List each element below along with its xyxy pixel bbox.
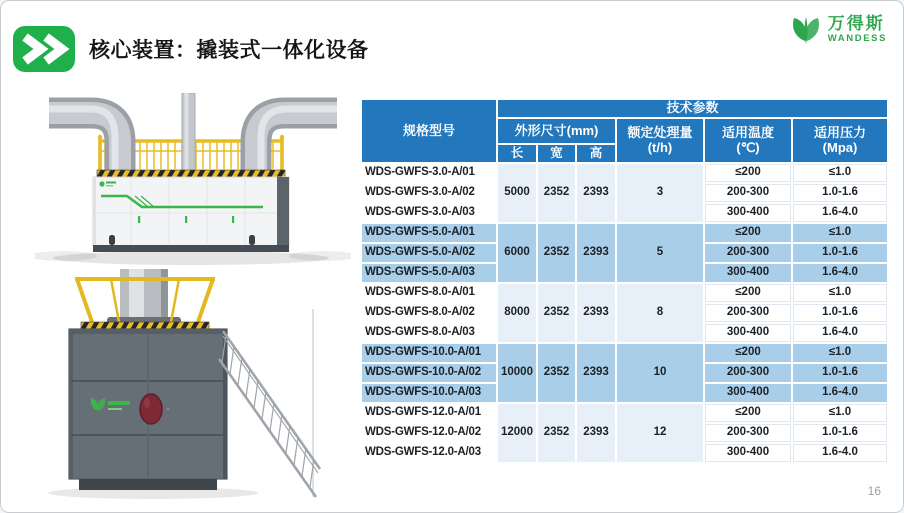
pressure-cell: 1.0-1.6 xyxy=(793,184,887,202)
equipment-image-top xyxy=(35,93,351,273)
temperature-cell: ≤200 xyxy=(705,284,791,302)
ground-shadow xyxy=(53,251,329,265)
col-header-dimensions: 外形尺寸(mm) xyxy=(498,119,615,143)
page-number: 16 xyxy=(867,484,881,498)
temperature-cell: 300-400 xyxy=(705,324,791,342)
pressure-cell: ≤1.0 xyxy=(793,404,887,422)
model-cell: WDS-GWFS-3.0-A/01 xyxy=(362,164,496,182)
hazard-stripe xyxy=(81,322,209,329)
col-header-temperature xyxy=(705,119,791,162)
temperature-cell: 200-300 xyxy=(705,364,791,382)
model-cell: WDS-GWFS-5.0-A/01 xyxy=(362,224,496,242)
model-cell: WDS-GWFS-3.0-A/03 xyxy=(362,204,496,222)
dimension-cell: 2393 xyxy=(577,284,615,342)
capacity-header-line2: (t/h) xyxy=(647,139,673,155)
dimension-cell: 6000 xyxy=(498,224,536,282)
model-cell: WDS-GWFS-8.0-A/01 xyxy=(362,284,496,302)
col-header-tech-params: 技术参数 xyxy=(498,100,887,117)
temperature-cell: ≤200 xyxy=(705,344,791,362)
model-cell: WDS-GWFS-12.0-A/03 xyxy=(362,444,496,462)
temperature-cell: ≤200 xyxy=(705,224,791,242)
temperature-cell: 300-400 xyxy=(705,264,791,282)
brand-logo xyxy=(789,11,887,47)
pressure-cell: ≤1.0 xyxy=(793,224,887,242)
pressure-header-line1: 适用压力 xyxy=(814,124,867,140)
pressure-cell: 1.0-1.6 xyxy=(793,304,887,322)
pressure-cell: 1.6-4.0 xyxy=(793,444,887,462)
spec-table-body xyxy=(362,164,887,462)
col-header-length: 长 xyxy=(498,145,536,162)
model-cell: WDS-GWFS-5.0-A/02 xyxy=(362,244,496,262)
col-header-width: 宽 xyxy=(538,145,575,162)
model-cell: WDS-GWFS-10.0-A/01 xyxy=(362,344,496,362)
capacity-cell: 10 xyxy=(617,344,703,402)
table-row xyxy=(362,404,887,422)
model-cell: WDS-GWFS-12.0-A/01 xyxy=(362,404,496,422)
model-cell: WDS-GWFS-3.0-A/02 xyxy=(362,184,496,202)
col-header-model: 规格型号 xyxy=(362,100,496,162)
pressure-cell: 1.6-4.0 xyxy=(793,324,887,342)
model-cell: WDS-GWFS-5.0-A/03 xyxy=(362,264,496,282)
brand-latin-name: WANDESS xyxy=(827,32,887,44)
temperature-cell: 300-400 xyxy=(705,444,791,462)
dimension-cell: 8000 xyxy=(498,284,536,342)
temperature-cell: ≤200 xyxy=(705,164,791,182)
leaf-logo-icon xyxy=(789,11,823,47)
pressure-cell: ≤1.0 xyxy=(793,164,887,182)
dimension-cell: 2352 xyxy=(538,224,575,282)
dimension-cell: 2393 xyxy=(577,164,615,222)
temperature-cell: 300-400 xyxy=(705,204,791,222)
pressure-cell: 1.0-1.6 xyxy=(793,364,887,382)
temperature-cell: 200-300 xyxy=(705,304,791,322)
container-unit xyxy=(93,177,289,252)
table-row xyxy=(362,224,887,242)
dimension-cell: 2352 xyxy=(538,344,575,402)
capacity-header-line1: 额定处理量 xyxy=(627,124,693,140)
table-row xyxy=(362,284,887,302)
model-cell: WDS-GWFS-8.0-A/03 xyxy=(362,324,496,342)
dimension-cell: 2393 xyxy=(577,224,615,282)
temperature-cell: 200-300 xyxy=(705,424,791,442)
temperature-header-line1: 适用温度 xyxy=(721,124,774,140)
model-cell: WDS-GWFS-8.0-A/02 xyxy=(362,304,496,322)
temperature-cell: 200-300 xyxy=(705,184,791,202)
pressure-cell: ≤1.0 xyxy=(793,284,887,302)
access-stairs xyxy=(219,309,320,497)
title-badge xyxy=(13,26,75,72)
table-row xyxy=(362,344,887,362)
pressure-header-line2: (Mpa) xyxy=(822,139,858,155)
spec-table xyxy=(360,98,889,464)
pressure-cell: ≤1.0 xyxy=(793,344,887,362)
col-header-capacity xyxy=(617,119,703,162)
col-header-pressure xyxy=(793,119,887,162)
page-title: 核心装置：撬装式一体化设备 xyxy=(89,39,369,62)
pressure-cell: 1.0-1.6 xyxy=(793,424,887,442)
temperature-header-line2: (℃) xyxy=(736,139,760,155)
spec-table-header xyxy=(362,100,887,162)
dimension-cell: 2352 xyxy=(538,164,575,222)
brand-name: 万得斯 xyxy=(827,13,885,33)
double-chevron-right-icon xyxy=(13,26,75,72)
pressure-cell: 1.6-4.0 xyxy=(793,204,887,222)
dimension-cell: 12000 xyxy=(498,404,536,462)
capacity-cell: 12 xyxy=(617,404,703,462)
model-cell: WDS-GWFS-10.0-A/03 xyxy=(362,384,496,402)
pressure-cell: 1.0-1.6 xyxy=(793,244,887,262)
container-unit xyxy=(69,329,227,490)
temperature-cell: ≤200 xyxy=(705,404,791,422)
capacity-cell: 8 xyxy=(617,284,703,342)
temperature-cell: 300-400 xyxy=(705,384,791,402)
capacity-cell: 3 xyxy=(617,164,703,222)
capacity-cell: 5 xyxy=(617,224,703,282)
model-cell: WDS-GWFS-12.0-A/02 xyxy=(362,424,496,442)
model-cell: WDS-GWFS-10.0-A/02 xyxy=(362,364,496,382)
temperature-cell: 200-300 xyxy=(705,244,791,262)
dimension-cell: 5000 xyxy=(498,164,536,222)
dimension-cell: 2352 xyxy=(538,404,575,462)
equipment-image-bottom xyxy=(35,269,351,504)
pressure-cell: 1.6-4.0 xyxy=(793,384,887,402)
pressure-cell: 1.6-4.0 xyxy=(793,264,887,282)
inspection-port xyxy=(140,394,162,424)
dimension-cell: 10000 xyxy=(498,344,536,402)
dimension-cell: 2352 xyxy=(538,284,575,342)
col-header-height: 高 xyxy=(577,145,615,162)
dimension-cell: 2393 xyxy=(577,404,615,462)
dimension-cell: 2393 xyxy=(577,344,615,402)
hazard-stripe xyxy=(97,170,285,177)
table-row xyxy=(362,164,887,182)
